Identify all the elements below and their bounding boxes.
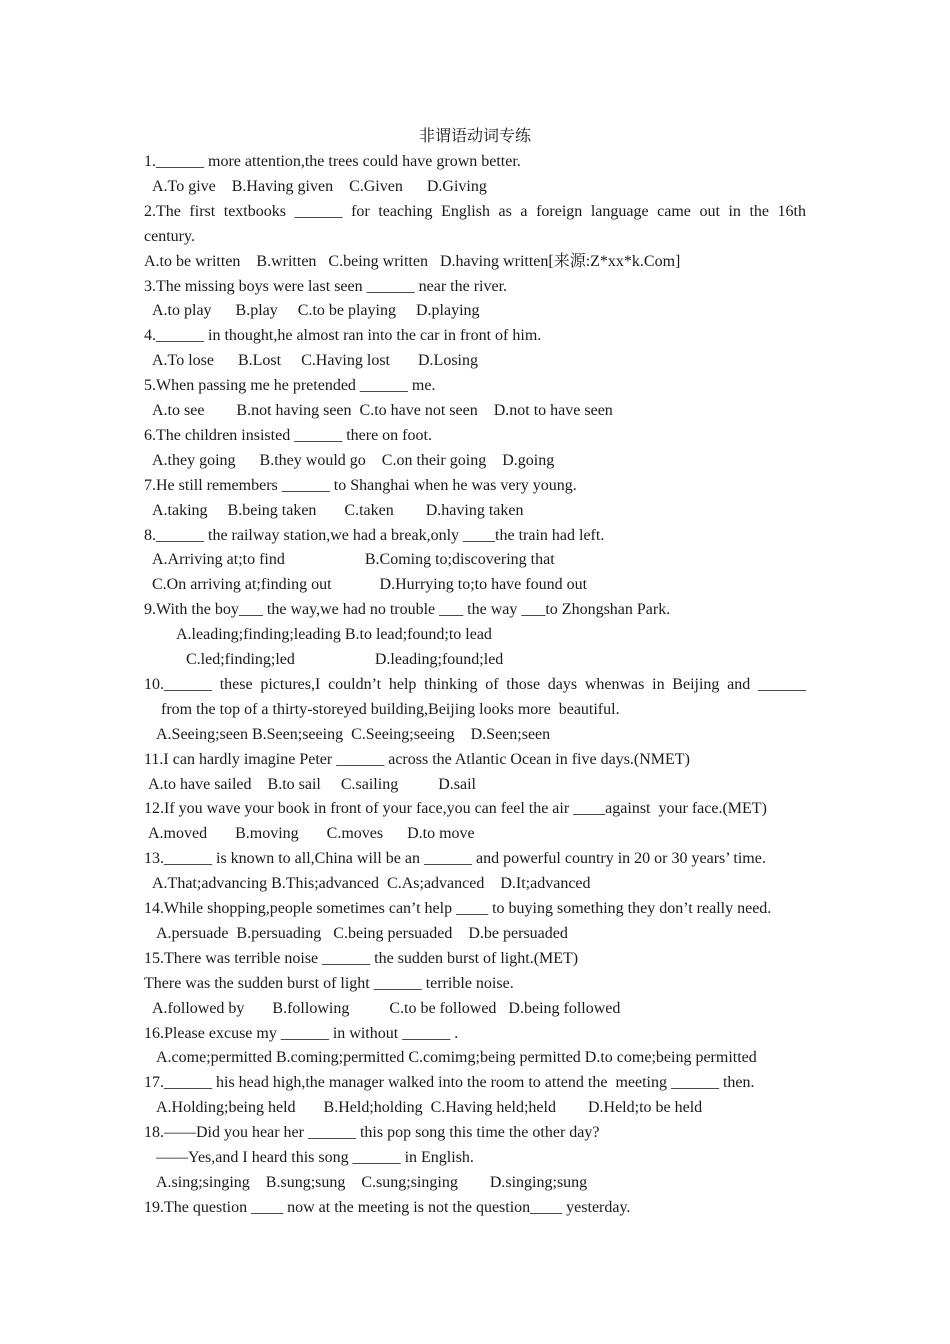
document-title: 非谓语动词专练 [418, 128, 531, 145]
text-line: A.To give B.Having given C.Given D.Giving [152, 177, 487, 195]
text-line: 10.______ these pictures,I couldn’t help thinking of those days whenwas in Beijing and ______ [144, 675, 806, 693]
text-line: 19.The question ____ now at the meeting is not the question____ yesterday. [144, 1198, 631, 1216]
text-line: A.moved B.moving C.moves D.to move [148, 825, 475, 843]
text-line: 16.Please excuse my ______ in without ______ . [144, 1024, 459, 1042]
text-line: century. [144, 227, 195, 245]
text-line: 11.I can hardly imagine Peter ______ across the Atlantic Ocean in five days.(NMET) [144, 750, 690, 768]
text-line: 12.If you wave your book in front of your face,you can feel the air ____against your face.(MET) [144, 800, 767, 818]
text-line: 2.The first textbooks ______ for teaching English as a foreign language came out in the 16th [144, 202, 806, 220]
text-line: A.Seeing;seen B.Seen;seeing C.Seeing;seeing D.Seen;seen [156, 725, 551, 743]
text-line: A.to see B.not having seen C.to have not seen D.not to have seen [152, 402, 613, 419]
text-line: 17.______ his head high,the manager walked into the room to attend the meeting ______ then. [144, 1074, 755, 1092]
text-line: A.persuade B.persuading C.being persuaded D.be persuaded [156, 924, 568, 942]
text-line: 15.There was terrible noise ______ the sudden burst of light.(MET) [144, 949, 579, 967]
text-line: A.to be written B.written C.being written D.having written[来源:Z*xx*k.Com] [144, 252, 681, 270]
text-line: A.to play B.play C.to be playing D.playing [152, 302, 480, 320]
text-line: A.That;advancing B.This;advanced C.As;advanced D.It;advanced [152, 875, 591, 893]
text-line: C.On arriving at;finding out D.Hurrying to;to have found out [152, 576, 588, 594]
text-line: A.To lose B.Lost C.Having lost D.Losing [152, 352, 478, 370]
text-line: A.come;permitted B.coming;permitted C.comimg;being permitted D.to come;being permitted [156, 1049, 757, 1067]
text-line: 7.He still remembers ______ to Shanghai when he was very young. [144, 476, 577, 494]
text-line: There was the sudden burst of light ______ terrible noise. [144, 974, 514, 992]
text-line: 1.______ more attention,the trees could have grown better. [144, 153, 521, 170]
text-line: 3.The missing boys were last seen ______ near the river. [144, 277, 508, 295]
text-line: 5.When passing me he pretended ______ me. [144, 377, 436, 395]
text-line: A.taking B.being taken C.taken D.having taken [152, 501, 524, 519]
text-line: 9.With the boy___ the way,we had no trouble ___ the way ___to Zhongshan Park. [144, 601, 671, 619]
text-line: A.followed by B.following C.to be followed D.being followed [152, 999, 621, 1017]
text-line: 13.______ is known to all,China will be an ______ and powerful country in 20 or 30 years’ time. [144, 850, 766, 868]
text-line: ——Yes,and I heard this song ______ in English. [156, 1149, 474, 1166]
text-line: A.leading;finding;leading B.to lead;found;to lead [176, 626, 492, 644]
text-line: 8.______ the railway station,we had a break,only ____the train had left. [144, 526, 605, 544]
text-line: C.led;finding;led D.leading;found;led [186, 651, 504, 668]
text-line: 18.——Did you hear her ______ this pop song this time the other day? [144, 1124, 600, 1142]
text-line: 14.While shopping,people sometimes can’t help ____ to buying something they don’t really need. [144, 900, 772, 917]
text-line: 6.The children insisted ______ there on foot. [144, 426, 432, 444]
text-line: A.sing;singing B.sung;sung C.sung;singing D.singing;sung [156, 1173, 588, 1191]
text-line: A.to have sailed B.to sail C.sailing D.sail [148, 775, 476, 793]
text-line: A.they going B.they would go C.on their going D.going [152, 451, 555, 469]
text-line: A.Holding;being held B.Held;holding C.Having held;held D.Held;to be held [156, 1099, 703, 1117]
text-line: from the top of a thirty-storeyed building,Beijing looks more beautiful. [161, 700, 620, 718]
text-line: 4.______ in thought,he almost ran into the car in front of him. [144, 327, 542, 345]
text-line: A.Arriving at;to find B.Coming to;discovering that [152, 551, 555, 569]
